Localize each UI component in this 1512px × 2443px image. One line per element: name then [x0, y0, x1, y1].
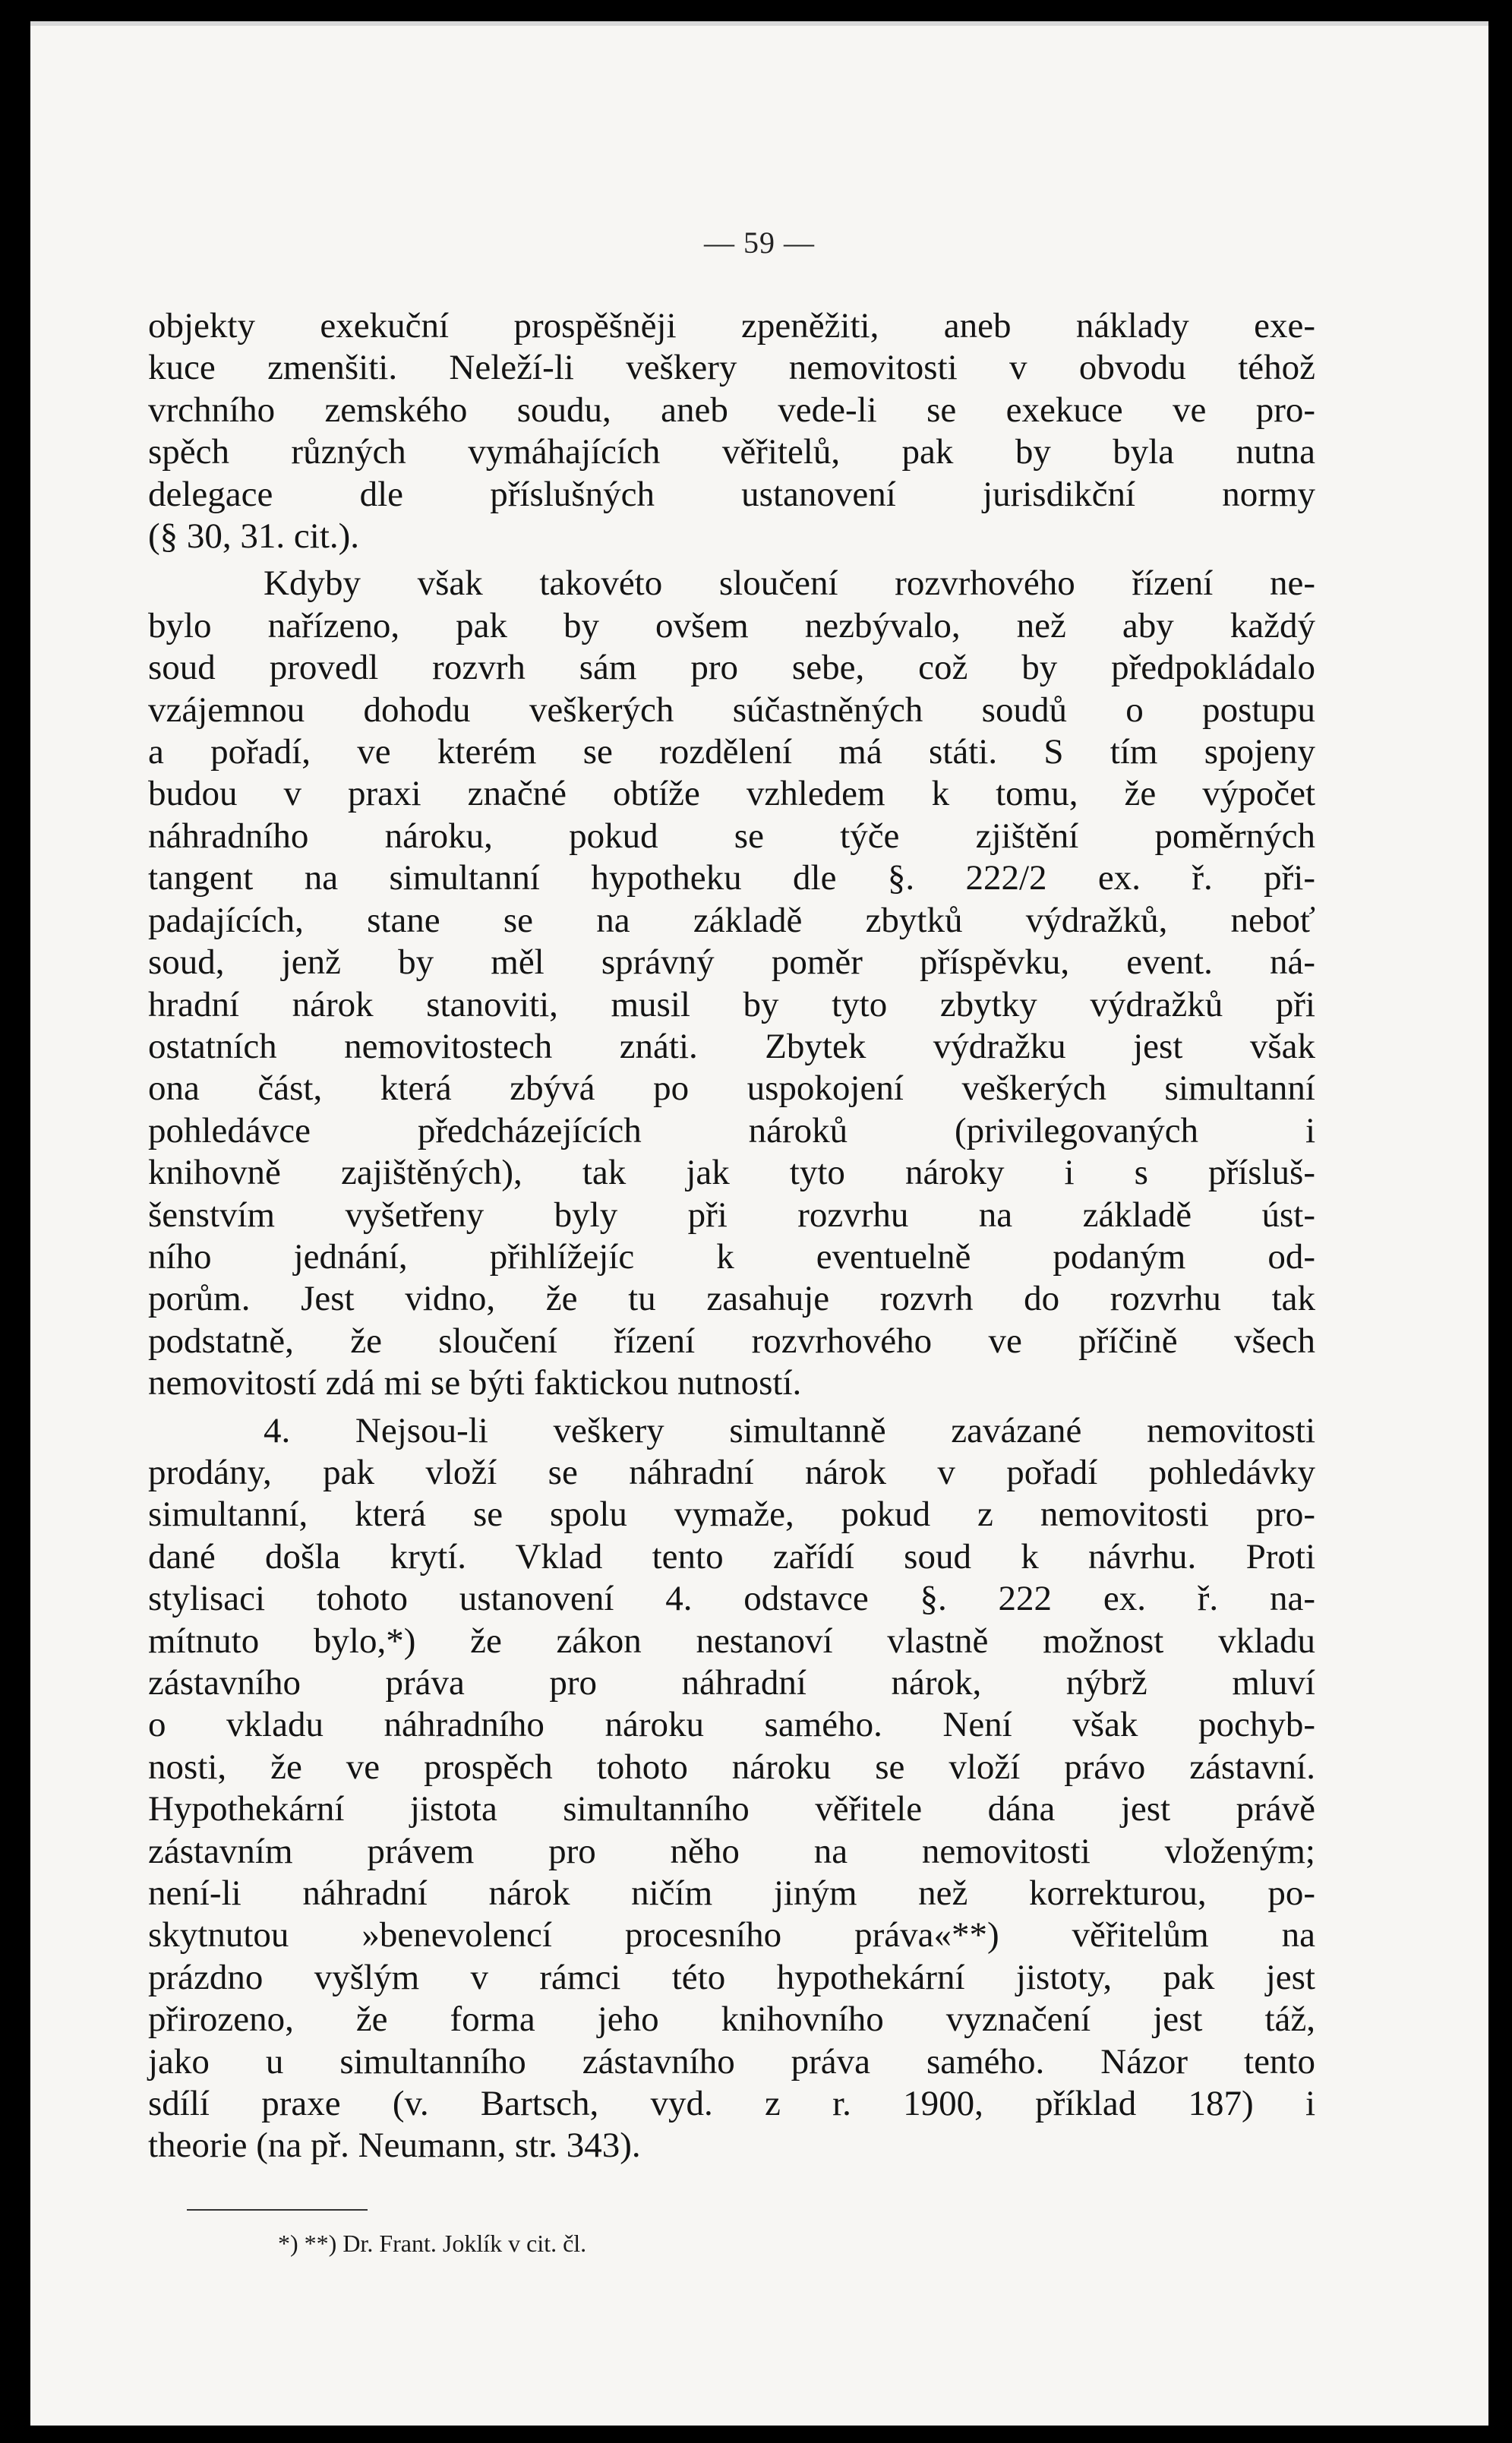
document-page [30, 21, 1488, 2426]
text-line: spěch různých vymáhajících věřitelů, pak by byla nutna [148, 432, 1315, 472]
text-line: simultanní, která se spolu vymaže, pokud z nemovitosti pro- [148, 1495, 1315, 1535]
text-line: tangent na simultanní hypotheku dle §. 222/2 ex. ř. při- [148, 858, 1315, 898]
text-line: mítnuto bylo,*) že zákon nestanoví vlastně možnost vkladu [148, 1621, 1315, 1661]
text-line: padajících, stane se na základě zbytků výdražků, neboť [148, 900, 1315, 940]
text-line: theorie (na př. Neumann, str. 343). [148, 2126, 641, 2166]
text-line: pohledávce předcházejících nároků (privilegovaných i [148, 1110, 1315, 1150]
paragraph-1 [148, 305, 1315, 557]
text-line: soud provedl rozvrh sám pro sebe, což by předpokládalo [148, 648, 1315, 688]
text-line: zástavního práva pro náhradní nárok, nýbrž mluví [148, 1663, 1315, 1703]
text-line: stylisaci tohoto ustanovení 4. odstavce §. 222 ex. ř. na- [148, 1579, 1315, 1619]
text-line: náhradního nároku, pokud se týče zjištění poměrných [148, 816, 1315, 856]
text-line: prodány, pak vloží se náhradní nárok v pořadí pohledávky [148, 1452, 1315, 1492]
text-line: o vkladu náhradního nároku samého. Není však pochyb- [148, 1705, 1315, 1745]
text-line: objekty exekuční prospěšněji zpeněžiti, aneb náklady exe- [148, 306, 1315, 346]
text-line: Hypothekární jistota simultanního věřitele dána jest právě [148, 1789, 1315, 1829]
text-line: šenstvím vyšetřeny byly při rozvrhu na základě úst- [148, 1195, 1315, 1235]
text-line: ního jednání, přihlížejíc k eventuelně podaným od- [148, 1236, 1315, 1277]
footnote: *) **) Dr. Frant. Joklík v cit. čl. [278, 2230, 587, 2257]
text-line: není-li náhradní nárok ničím jiným než korrekturou, po- [148, 1873, 1315, 1914]
page-number: — 59 — [704, 226, 815, 260]
text-line: 4. Nejsou-li veškery simultanně zavázané nemovitosti [264, 1410, 1315, 1450]
text-line: ostatních nemovitostech znáti. Zbytek výdražku jest však [148, 1026, 1315, 1066]
paragraph-2 [148, 563, 1315, 1404]
text-line: porům. Jest vidno, že tu zasahuje rozvrh do rozvrhu tak [148, 1279, 1315, 1319]
text-line: zástavním právem pro něho na nemovitosti vloženým; [148, 1831, 1315, 1871]
footnote-divider [187, 2209, 368, 2211]
text-line: vrchního zemského soudu, aneb vede-li se exekuce ve pro- [148, 390, 1315, 430]
text-line: budou v praxi značné obtíže vzhledem k tomu, že výpočet [148, 774, 1315, 814]
body-text [148, 305, 1315, 2173]
text-line: kuce zmenšiti. Neleží-li veškery nemovitosti v obvodu téhož [148, 348, 1315, 388]
text-line: sdílí praxe (v. Bartsch, vyd. z r. 1900, příklad 187) i [148, 2084, 1315, 2124]
text-line: přirozeno, že forma jeho knihovního vyznačení jest táž, [148, 2000, 1315, 2040]
text-line: Kdyby však takovéto sloučení rozvrhového řízení ne- [264, 563, 1315, 604]
text-line: dané došla krytí. Vklad tento zařídí soud k návrhu. Proti [148, 1536, 1315, 1577]
text-line: podstatně, že sloučení řízení rozvrhového ve příčině všech [148, 1321, 1315, 1361]
text-line: (§ 30, 31. cit.). [148, 516, 360, 557]
text-line: skytnutou »benevolencí procesního práva«**) věřitelům na [148, 1915, 1315, 1955]
text-line: jako u simultanního zástavního práva samého. Názor tento [148, 2041, 1315, 2082]
text-line: prázdno vyšlým v rámci této hypothekární jistoty, pak jest [148, 1957, 1315, 1997]
text-line: bylo nařízeno, pak by ovšem nezbývalo, než aby každý [148, 605, 1315, 645]
paragraph-3 [148, 1410, 1315, 2167]
text-line: nosti, že ve prospěch tohoto nároku se vloží právo zástavní. [148, 1747, 1315, 1787]
text-line: a pořadí, ve kterém se rozdělení má státi. S tím spojeny [148, 732, 1315, 772]
text-line: nemovitostí zdá mi se býti faktickou nutností. [148, 1363, 802, 1403]
text-line: soud, jenž by měl správný poměr příspěvku, event. ná- [148, 942, 1315, 983]
text-line: vzájemnou dohodu veškerých súčastněných soudů o postupu [148, 690, 1315, 730]
text-line: hradní nárok stanoviti, musil by tyto zbytky výdražků při [148, 984, 1315, 1024]
text-line: delegace dle příslušných ustanovení jurisdikční normy [148, 474, 1315, 514]
text-line: ona část, která zbývá po uspokojení veškerých simultanní [148, 1068, 1315, 1109]
text-line: knihovně zajištěných), tak jak tyto nároky i s přísluš- [148, 1153, 1315, 1193]
